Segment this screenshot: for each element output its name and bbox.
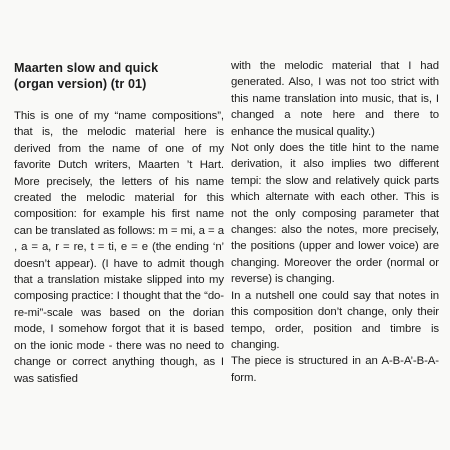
right-paragraph-2: Not only does the title hint to the name derivation, it also implies two different tempi: the slow and relatively quick parts which alternate with each other. This is not the only composing parameter that changes: also the notes, more precisely, the positions (upper and lower voice) are changing. Moreover the order (normal or reverse) is changing. (231, 142, 439, 286)
right-column (231, 58, 439, 386)
left-paragraph: This is one of my “name compositions”, that is, the melodic material here is derived from the name of one of my favorite Dutch writers, Maarten ’t Hart. More precisely, the letters of his name created the melodic material for this composition: for example his first name can be translated as follows: m = mi, a = a , a = a, r = re, t = ti, e = e (the ending ‘n’ doesn’t appear). (I have to admit though that a translation mistake slipped into my composing practice: I thought that the “do-re-mi”-scale was based on the dorian mode, I somehow forgot that it is based on the ionic mode - there was no need to change or correct anything though, as I was satisfied (14, 110, 224, 385)
right-paragraph-1: with the melodic material that I had generated. Also, I was not too strict with this name translation into music, that is, I changed a note here and there to enhance the musical quality.) (231, 60, 439, 138)
title-line-1: Maarten slow and quick (14, 61, 159, 75)
right-paragraph-4: The piece is structured in an A-B-A’-B-A-form. (231, 355, 439, 384)
right-paragraph-3: In a nutshell one could say that notes in this composition don’t change, only their tempo, order, position and timbre is changing. (231, 289, 439, 351)
article-title (14, 60, 224, 92)
title-line-2: (organ version) (tr 01) (14, 77, 147, 91)
left-column (14, 60, 224, 387)
